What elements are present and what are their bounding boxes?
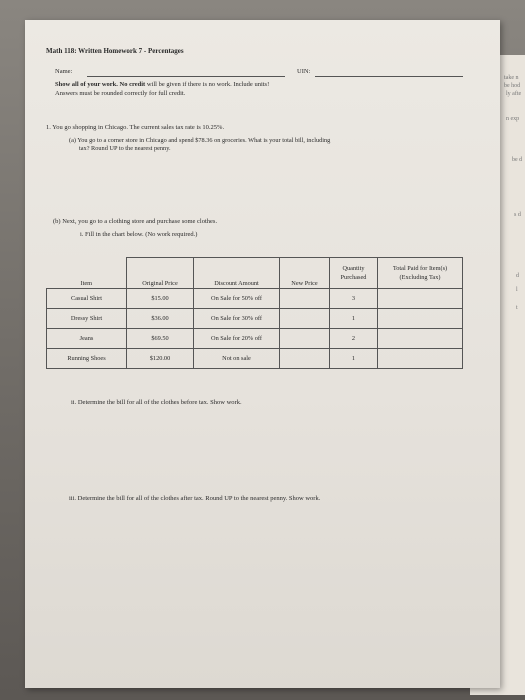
col-header-original-price: Original Price [127,258,194,289]
new-price-cell[interactable] [280,289,330,309]
discount-cell: Not on sale [194,349,280,369]
price-cell: $36.00 [127,309,194,329]
price-cell: $15.00 [127,289,194,309]
price-cell: $120.00 [127,349,194,369]
bg-snippet: be d [512,157,523,163]
item-cell: Running Shoes [47,349,127,369]
bg-snippet: n exp [506,116,520,122]
bg-snippet: take n [504,75,519,81]
clothing-chart [46,257,463,369]
col-header-quantity: Quantity Purchased [330,258,378,289]
discount-cell: On Sale for 50% off [194,289,280,309]
table-row [47,329,463,349]
question-1b: (b) Next, you go to a clothing store and purchase some clothes. [53,218,218,225]
page-title: Math 118: Written Homework 7 - Percentages [46,47,184,55]
quantity-cell: 2 [330,329,378,349]
col-header-discount: Discount Amount [194,258,280,289]
quantity-cell: 3 [330,289,378,309]
new-price-cell[interactable] [280,329,330,349]
item-cell: Casual Shirt [47,289,127,309]
col-header-new-price: New Price [280,258,330,289]
new-price-cell[interactable] [280,349,330,369]
total-cell[interactable] [378,309,463,329]
item-cell: Jeans [47,329,127,349]
name-label: Name: [55,68,73,75]
uin-line[interactable] [315,76,463,77]
question-1b-i: i. Fill in the chart below. (No work required.) [80,231,198,238]
question-1b-ii: ii. Determine the bill for all of the clothes before tax. Show work. [71,399,242,406]
bg-snippet: s d [514,212,521,218]
question-1a-cont: tax? Round UP to the nearest penny. [79,145,171,152]
discount-cell: On Sale for 30% off [194,309,280,329]
item-cell: Dressy Shirt [47,309,127,329]
uin-label: UIN: [297,68,311,75]
instructions-line-1: Show all of your work. No credit will be given if there is no work. Include units! [55,81,270,88]
instructions-line-2: Answers must be rounded correctly for full credit. [55,90,186,97]
bg-snippet: be hod [504,83,521,89]
quantity-cell: 1 [330,349,378,369]
quantity-cell: 1 [330,309,378,329]
total-cell[interactable] [378,329,463,349]
bg-snippet: t [516,305,518,311]
price-cell: $69.50 [127,329,194,349]
question-1-intro: 1. You go shopping in Chicago. The current sales tax rate is 10.25%. [46,124,225,131]
name-line[interactable] [87,76,285,77]
discount-cell: On Sale for 20% off [194,329,280,349]
homework-sheet [25,20,500,688]
bg-snippet: l [516,287,518,293]
bg-snippet: ly afte [506,91,522,97]
question-1a: (a) You go to a corner store in Chicago and spend $78.36 on groceries. What is your total bill, including [69,137,331,144]
total-cell[interactable] [378,349,463,369]
col-header-total: Total Paid for Item(s) (Excluding Tax) [378,258,463,289]
total-cell[interactable] [378,289,463,309]
new-price-cell[interactable] [280,309,330,329]
table-row [47,309,463,329]
question-1b-iii: iii. Determine the bill for all of the clothes after tax. Round UP to the nearest penny. Show work. [69,495,321,502]
table-row [47,349,463,369]
bg-snippet: d [516,273,519,279]
table-row [47,289,463,309]
col-header-item: Item [47,258,127,289]
